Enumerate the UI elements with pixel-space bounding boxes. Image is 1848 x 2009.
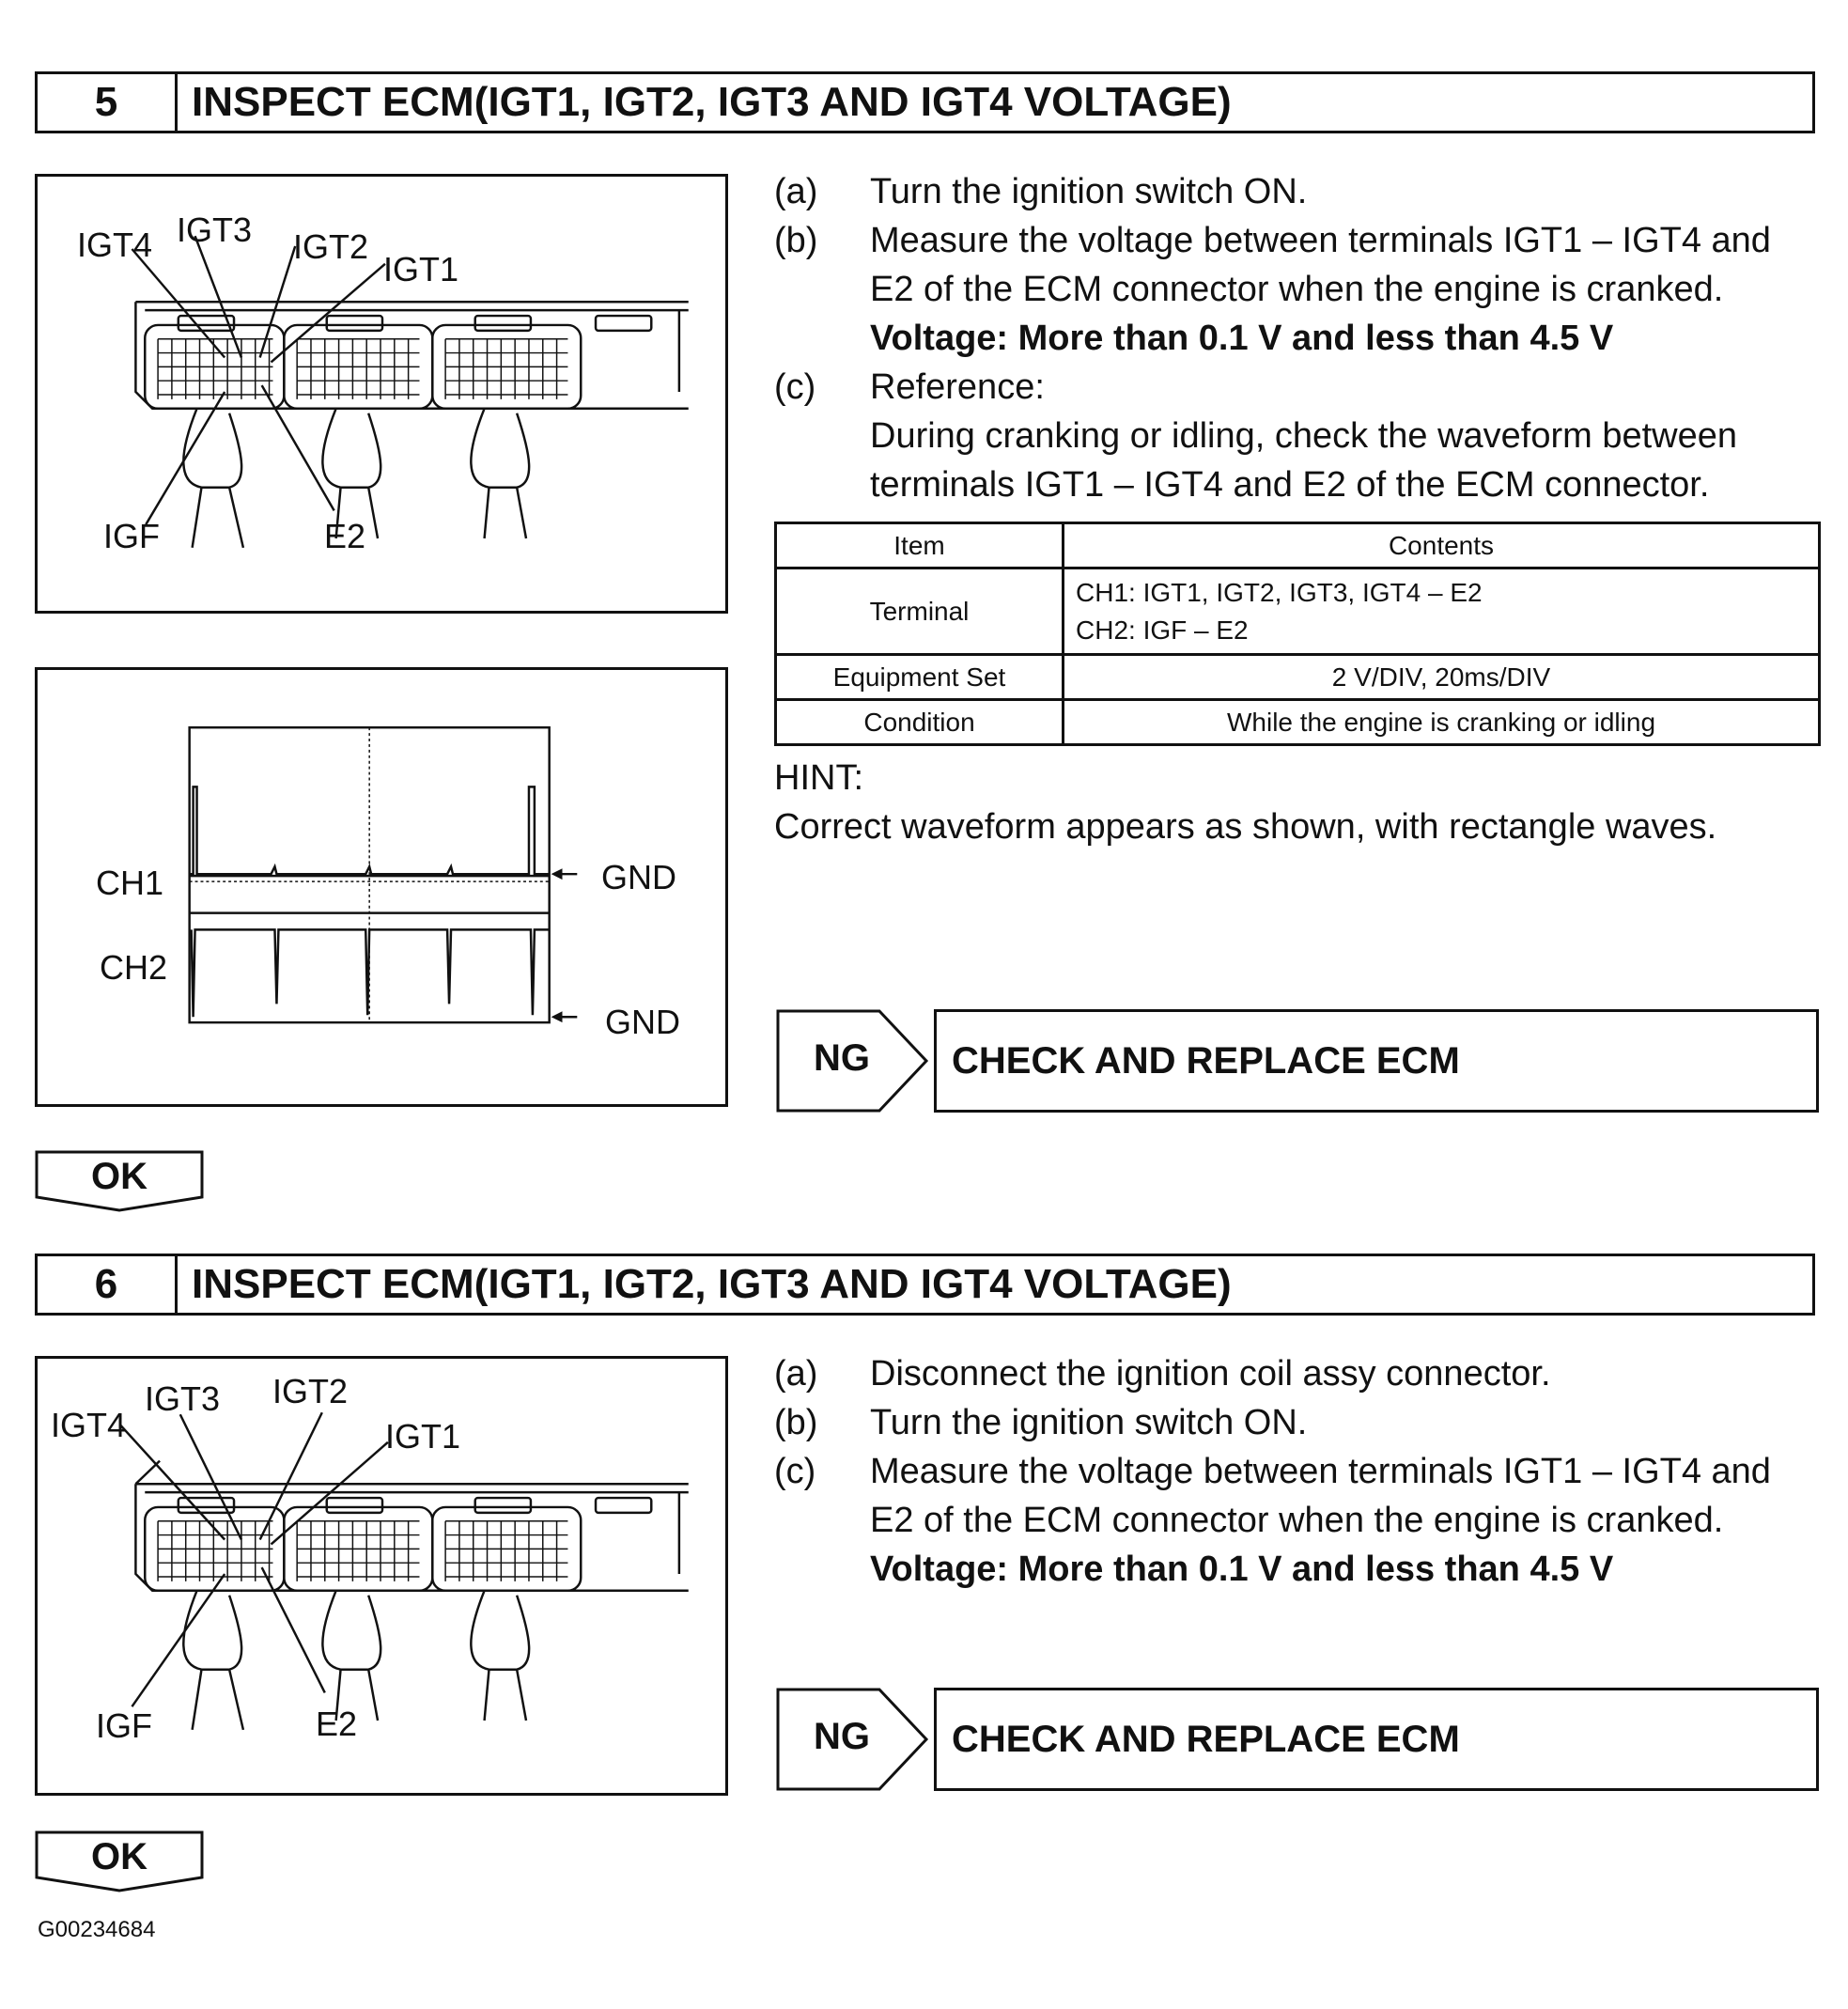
label-igt2: IGT2 (293, 227, 369, 266)
ng-label: NG (814, 1037, 870, 1079)
step-text: Disconnect the ignition coil assy connector. (870, 1354, 1551, 1394)
step-text: Turn the ignition switch ON. (870, 172, 1308, 211)
ng-action: CHECK AND REPLACE ECM (934, 1009, 1819, 1113)
spec-text: Voltage: More than 0.1 V and less than 4.5 V (870, 319, 1614, 358)
label-igf: IGF (103, 517, 160, 555)
hint-text: Correct waveform appears as shown, with rectangle waves. (774, 807, 1717, 847)
section-6-header (35, 1254, 1815, 1316)
ng-branch (776, 1688, 1819, 1791)
step-title: INSPECT ECM(IGT1, IGT2, IGT3 AND IGT4 VOLTAGE) (192, 79, 1232, 125)
label-ch2: CH2 (100, 948, 168, 987)
step-text: E2 of the ECM connector when the engine is cranked. (870, 270, 1724, 309)
table-cell (1064, 568, 1820, 655)
spec-text: Voltage: More than 0.1 V and less than 4.5 V (870, 1550, 1614, 1589)
ok-label: OK (91, 1836, 148, 1877)
step-text: Measure the voltage between terminals IGT1 – IGT4 and (870, 1452, 1771, 1491)
step-text: During cranking or idling, check the waveform between (870, 416, 1738, 456)
label-igt1: IGT1 (383, 250, 459, 288)
table-cell: 2 V/DIV, 20ms/DIV (1064, 655, 1820, 700)
step-text: Turn the ignition switch ON. (870, 1403, 1308, 1442)
step-text: terminals IGT1 – IGT4 and E2 of the ECM connector. (870, 465, 1710, 505)
table-cell: While the engine is cranking or idling (1064, 700, 1820, 745)
step-label: (b) (774, 1403, 818, 1442)
label-igt3: IGT3 (145, 1379, 221, 1418)
ecm-connector-figure (35, 1356, 728, 1796)
step-label: (b) (774, 221, 818, 260)
ok-branch (35, 1150, 204, 1212)
table-header: Item (776, 523, 1064, 568)
ng-action: CHECK AND REPLACE ECM (934, 1688, 1819, 1791)
table-cell-line: CH1: IGT1, IGT2, IGT3, IGT4 – E2 (1076, 577, 1483, 607)
label-e2: E2 (324, 517, 366, 555)
step-number: 6 (38, 1256, 178, 1313)
table-cell-line: CH2: IGF – E2 (1076, 615, 1249, 645)
table-cell: Equipment Set (776, 655, 1064, 700)
label-e2: E2 (316, 1705, 358, 1743)
hint-label: HINT: (774, 758, 863, 798)
label-igt1: IGT1 (385, 1417, 461, 1456)
ng-branch (776, 1009, 1819, 1113)
table-cell: Terminal (776, 568, 1064, 655)
table-row (776, 655, 1820, 700)
ng-label: NG (814, 1716, 870, 1757)
step-label: (a) (774, 1354, 818, 1394)
waveform-spec-table (774, 522, 1821, 746)
table-row (776, 700, 1820, 745)
step-text: Measure the voltage between terminals IGT1 – IGT4 and (870, 221, 1771, 260)
step-title: INSPECT ECM(IGT1, IGT2, IGT3 AND IGT4 VOLTAGE) (192, 1261, 1232, 1307)
step-number: 5 (38, 74, 178, 131)
label-gnd-ch2: GND (605, 1003, 680, 1041)
ecm-connector-figure (35, 174, 728, 614)
section-5-header (35, 71, 1815, 133)
label-igt2: IGT2 (272, 1372, 349, 1410)
label-igt4: IGT4 (51, 1406, 127, 1444)
ok-branch (35, 1830, 204, 1892)
step-text: E2 of the ECM connector when the engine is cranked. (870, 1501, 1724, 1540)
waveform-figure (35, 667, 728, 1107)
step-label: (c) (774, 1452, 816, 1491)
step-text: Reference: (870, 367, 1045, 407)
step-label: (c) (774, 367, 816, 407)
label-igf: IGF (96, 1706, 152, 1745)
table-header-row (776, 523, 1820, 568)
step-label: (a) (774, 172, 818, 211)
ok-label: OK (91, 1156, 148, 1197)
table-header: Contents (1064, 523, 1820, 568)
figure-code: G00234684 (38, 1917, 156, 1942)
label-ch1: CH1 (96, 864, 164, 902)
table-row (776, 568, 1820, 655)
table-cell: Condition (776, 700, 1064, 745)
label-gnd-ch1: GND (601, 858, 676, 896)
label-igt4: IGT4 (77, 226, 153, 264)
label-igt3: IGT3 (177, 210, 253, 249)
